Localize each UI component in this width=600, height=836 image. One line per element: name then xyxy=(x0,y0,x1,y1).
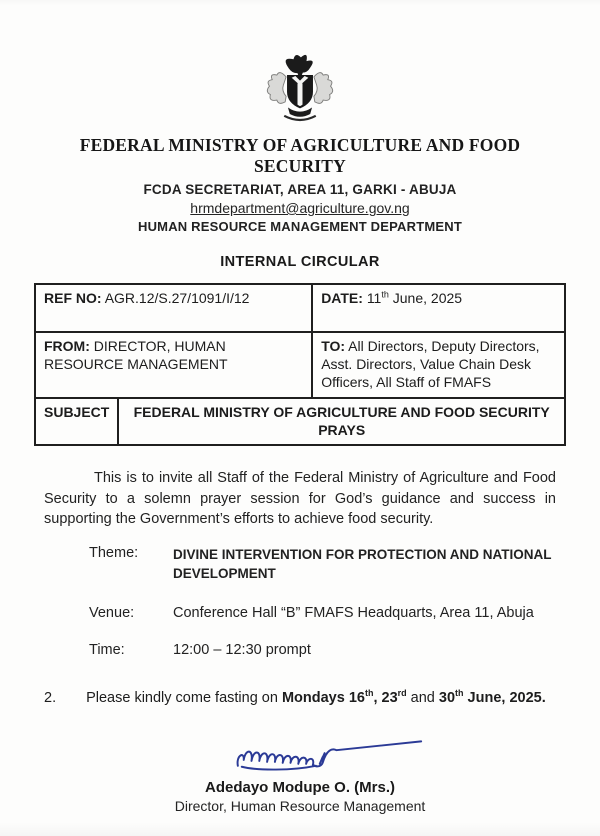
time-label: Time: xyxy=(89,641,125,658)
venue-label: Venue: xyxy=(89,604,135,621)
from-value: DIRECTOR, HUMAN RESOURCE MANAGEMENT xyxy=(44,338,228,373)
ref-no-value: AGR.12/S.27/1091/I/12 xyxy=(104,290,250,306)
document-title: INTERNAL CIRCULAR xyxy=(220,254,380,270)
to-label: TO: xyxy=(321,338,346,354)
ref-no-label: REF NO: xyxy=(44,290,102,306)
table-row-from-to xyxy=(36,331,564,397)
time-row xyxy=(89,642,556,658)
para2-text-and: and xyxy=(406,689,439,706)
signature-block xyxy=(34,736,566,814)
signatory-name: Adedayo Modupe O. (Mrs.) xyxy=(204,779,395,797)
venue-value: Conference Hall “B” FMAFS Headquarts, Area 11, Abuja xyxy=(173,604,534,621)
date-label: DATE: xyxy=(321,290,363,306)
venue-row xyxy=(89,605,556,621)
para2-bold-dates: Mondays 16th, 23rd xyxy=(281,687,407,706)
nigeria-coat-of-arms xyxy=(253,50,347,126)
signatory-title: Director, Human Resource Management xyxy=(174,798,426,815)
table-row-subject xyxy=(36,397,564,444)
to-value: All Directors, Deputy Directors, Asst. Directors, Value Chain Desk Officers, All Staff of FMAFS xyxy=(321,338,540,391)
department-name: HUMAN RESOURCE MANAGEMENT DEPARTMENT xyxy=(137,219,462,234)
body-paragraph-1: This is to invite all Staff of the Federal Ministry of Agriculture and Food Security to a solemn prayer session for God’s guidance and success in supporting the Government’s efforts to achieve food security. xyxy=(44,469,556,528)
paragraph-number: 2. xyxy=(44,689,57,706)
to-cell xyxy=(313,333,564,397)
subject-label: SUBJECT xyxy=(36,399,119,444)
para2-bold-lastdate: 30th June, 2025. xyxy=(438,687,546,706)
time-value: 12:00 – 12:30 prompt xyxy=(173,641,311,658)
theme-label: Theme: xyxy=(89,544,139,561)
body-paragraph-2 xyxy=(44,688,556,709)
ministry-title: FEDERAL MINISTRY OF AGRICULTURE AND FOOD SECURITY xyxy=(79,135,521,176)
para2-text: Please kindly come fasting on xyxy=(86,689,282,706)
table-row-ref-date xyxy=(36,285,564,331)
subject-value: FEDERAL MINISTRY OF AGRICULTURE AND FOOD SECURITY PRAYS xyxy=(133,403,550,438)
circular-header-table xyxy=(34,283,566,446)
crest-container xyxy=(34,0,566,131)
theme-row xyxy=(89,545,556,584)
secretariat-address: FCDA SECRETARIAT, AREA 11, GARKI - ABUJA xyxy=(143,182,457,197)
from-cell xyxy=(36,333,313,397)
email-address: hrmdepartment@agriculture.gov.ng xyxy=(190,200,410,216)
ref-no-cell xyxy=(36,285,313,331)
theme-value: DIVINE INTERVENTION FOR PROTECTION AND NATIONAL DEVELOPMENT xyxy=(173,546,552,582)
date-cell xyxy=(313,285,564,331)
date-value: 11th June, 2025 xyxy=(366,289,463,306)
signature-ink xyxy=(232,736,427,778)
from-label: FROM: xyxy=(44,338,90,354)
